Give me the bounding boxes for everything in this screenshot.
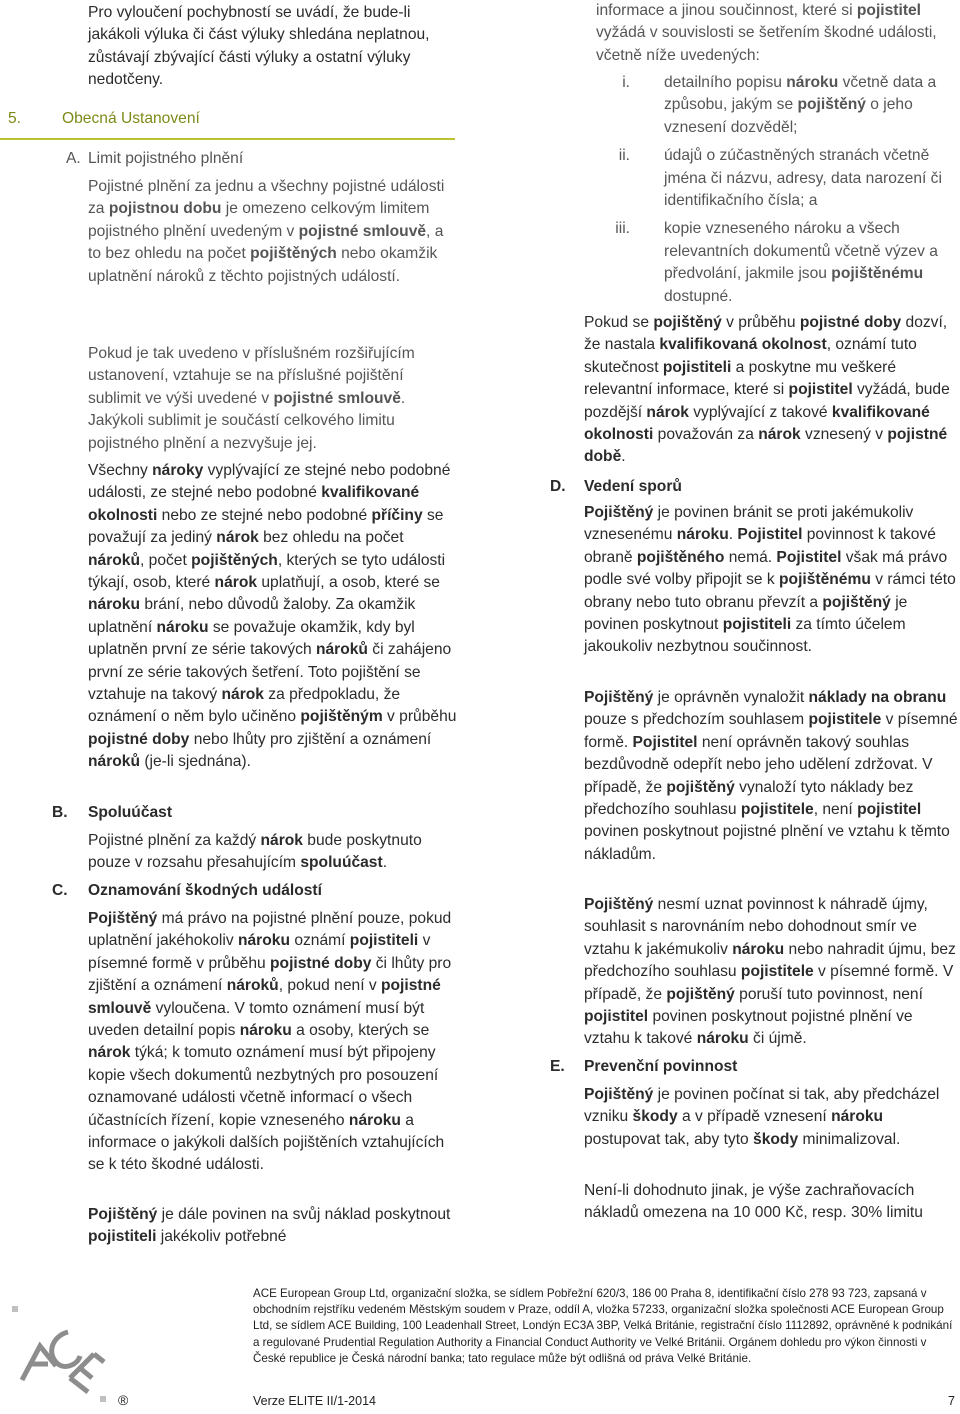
section-d-title: Vedení sporů (584, 478, 682, 495)
section-b-letter: B. (52, 804, 68, 821)
section-d-letter: D. (550, 478, 566, 495)
version-label: Verze ELITE II/1-2014 (253, 1394, 376, 1408)
registered-mark: ® (118, 1392, 129, 1408)
coinsurance-paragraph: Pojistné plnění za každý nárok bude poskytnuto pouze v rozsahu přesahujícím spoluúčast. (88, 832, 422, 872)
section-5-title: Obecná Ustanovení (62, 110, 200, 127)
prevention-paragraph-1: Pojištěný je povinen počínat si tak, aby předcházel vzniku škody a v případě vznesení nároku postupovat tak, aby tyto škody minimalizoval. (584, 1086, 940, 1148)
litigation-paragraph-1: Pojištěný je povinen bránit se proti jakémukoliv vznesenému nároku. Pojistitel povinnost k takové obraně pojištěného nemá. Pojistitel však má právo podle své volby připojit se k pojištěnému v rámci této obrany nebo tuto obranu převzít a pojištěný je povinen poskytnout pojistiteli za tímto účelem jakoukoliv nezbytnou součinnost. (584, 504, 956, 656)
section-a-letter: A. (66, 150, 81, 167)
notification-continued: informace a jinou součinnost, které si pojistitel vyžádá v souvislosti se šetřením škodné události, včetně níže uvedených: (596, 2, 937, 64)
ace-logo (8, 1302, 110, 1406)
limit-paragraph-1: Pojistné plnění za jednu a všechny pojistné události za pojistnou dobu je omezeno celkovým limitem pojistného plnění uvedeným v pojistné smlouvě, a to bez ohledu na počet pojištěných nebo okamžik uplatnění nároků z těchto pojistných událostí. (88, 178, 445, 285)
litigation-paragraph-3: Pojištěný nesmí uznat povinnost k náhradě újmy, souhlasit s narovnáním nebo dohodnout smír ve vztahu k jakémukoliv nároku nebo nahradit újmu, bez předchozího souhlasu pojistitele v písemné formě. V případě, že pojištěný poruší tuto povinnost, není pojistitel povinen poskytnout pojistné plnění ve vztahu k takové nároku či újmě. (584, 896, 956, 1048)
limit-paragraph-2: Pokud je tak uvedeno v příslušném rozšiřujícím ustanovení, vztahuje se na příslušné pojištění sublimit ve výši uvedené v pojistné smlouvě. Jakýkoli sublimit je součástí celkového limitu pojistného plnění a nezvyšuje jej. (88, 345, 415, 452)
list-item-iii: iii. kopie vzneseného nároku a všech relevantních dokumentů včetně výzev a předvolání, jakmile jsou pojištěnému dostupné. (615, 220, 938, 305)
footer-company-info: ACE European Group Ltd, organizační složka, se sídlem Pobřežní 620/3, 186 00 Praha 8, identifikační číslo 278 93 723, zapsaná v obchodním rejstříku vedeném Městským soudem v Praze, oddíl A, vložka 57233, organizační složka společnosti ACE European Group Ltd, se sídlem ACE Building, 100 Leadenhall Street, Londýn EC3A 3BP, Velká Británie, registrační číslo 1112892, oprávněné k podnikání a regulované Prudential Regulation Authority a Financial Conduct Authority ve Velké Británii. Orgánem dohledu pro výkon činnosti v České republice je Česká národní banka; tato regulace může být odlišná od práva Velké Británie. (253, 1287, 953, 1365)
intro-paragraph: Pro vyloučení pochybností se uvádí, že bude-li jakákoli výluka či část výluky shledána neplatnou, zůstávají zbývající části výluky a ostatní výluky nedotčeny. (88, 4, 430, 89)
notification-paragraph-2: Pojištěný je dále povinen na svůj náklad poskytnout pojistiteli jakékoliv potřebné (88, 1206, 451, 1246)
section-a-title: Limit pojistného plnění (88, 150, 244, 167)
page-number: 7 (948, 1394, 955, 1408)
limit-paragraph-3: Všechny nároky vyplývající ze stejné nebo podobné události, ze stejné nebo podobné kvalifikované okolnosti nebo ze stejné nebo podobné příčiny se považují za jediný nárok bez ohledu na počet nároků, počet pojištěných, kterých se tyto události týkají, osob, které nárok uplatňují, a osob, které se nároku brání, nebo důvodů žaloby. Za okamžik uplatnění nároku se považuje okamžik, kdy byl uplatněn první ze série takových nároků či zahájeno první ze série takových šetření. Toto pojištění se vztahuje na takový nárok za předpokladu, že oznámení o něm bylo učiněno pojištěným v průběhu pojistné doby nebo lhůty pro zjištění a oznámení nároků (je-li sjednána). (88, 462, 457, 771)
list-item-ii: ii. údajů o zúčastněných stranách včetně jména či názvu, adresy, data narození či identifikačního čísla; a (618, 147, 942, 210)
section-c-title: Oznamování škodných událostí (88, 882, 322, 899)
left-intro (88, 2, 460, 92)
section-c-letter: C. (52, 882, 68, 899)
section-b-title: Spoluúčast (88, 804, 173, 821)
prevention-paragraph-2: Není-li dohodnuto jinak, je výše zachraňovacích nákladů omezena na 10 000 Kč, resp. 30% limitu (584, 1182, 923, 1222)
list-item-i: i. detailního popisu nároku včetně data a způsobu, jakým se pojištěný o jeho vznesení dozvěděl; (622, 74, 937, 136)
notification-list (584, 72, 960, 308)
section-e-letter: E. (550, 1058, 565, 1075)
litigation-paragraph-2: Pojištěný je oprávněn vynaložit náklady na obranu pouze s předchozím souhlasem pojistitele v písemné formě. Pojistitel není oprávněn takový souhlas bezdůvodně odepřít nebo jeho udělení zdržovat. V případě, že pojištěný vynaloží tyto náklady bez předchozího souhlasu pojistitele, není pojistitel povinen poskytnout pojistné plnění ve vztahu k těmto nákladům. (584, 689, 958, 863)
section-e-title: Prevenční povinnost (584, 1058, 738, 1075)
section-divider (0, 138, 455, 140)
section-5-number: 5. (8, 110, 22, 127)
notification-paragraph-1: Pojištěný má právo na pojistné plnění pouze, pokud uplatnění jakéhokoliv nároku oznámí pojistiteli v písemné formě v průběhu pojistné doby či lhůty pro zjištění a oznámení nároků, pokud není v pojistné smlouvě vyloučena. V tomto oznámení musí být uveden detailní popis nároku a osoby, kterých se nárok týká; k tomuto oznámení musí být připojeny kopie všech dokumentů nezbytných pro posouzení oznamované události včetně informací o všech účastnících řízení, kopie vzneseného nároku a informace o jakýkoli dalších pojištěních vztahujících se k této škodné události. (88, 910, 452, 1174)
circumstance-paragraph: Pokud se pojištěný v průběhu pojistné doby dozví, že nastala kvalifikovaná okolnost, oznámí tuto skutečnost pojistiteli a poskytne mu veškeré relevantní informace, které si pojistitel vyžádá, bude pozdější nárok vyplývající z takové kvalifikované okolnosti považován za nárok vznesený v pojistné době. (584, 314, 950, 466)
